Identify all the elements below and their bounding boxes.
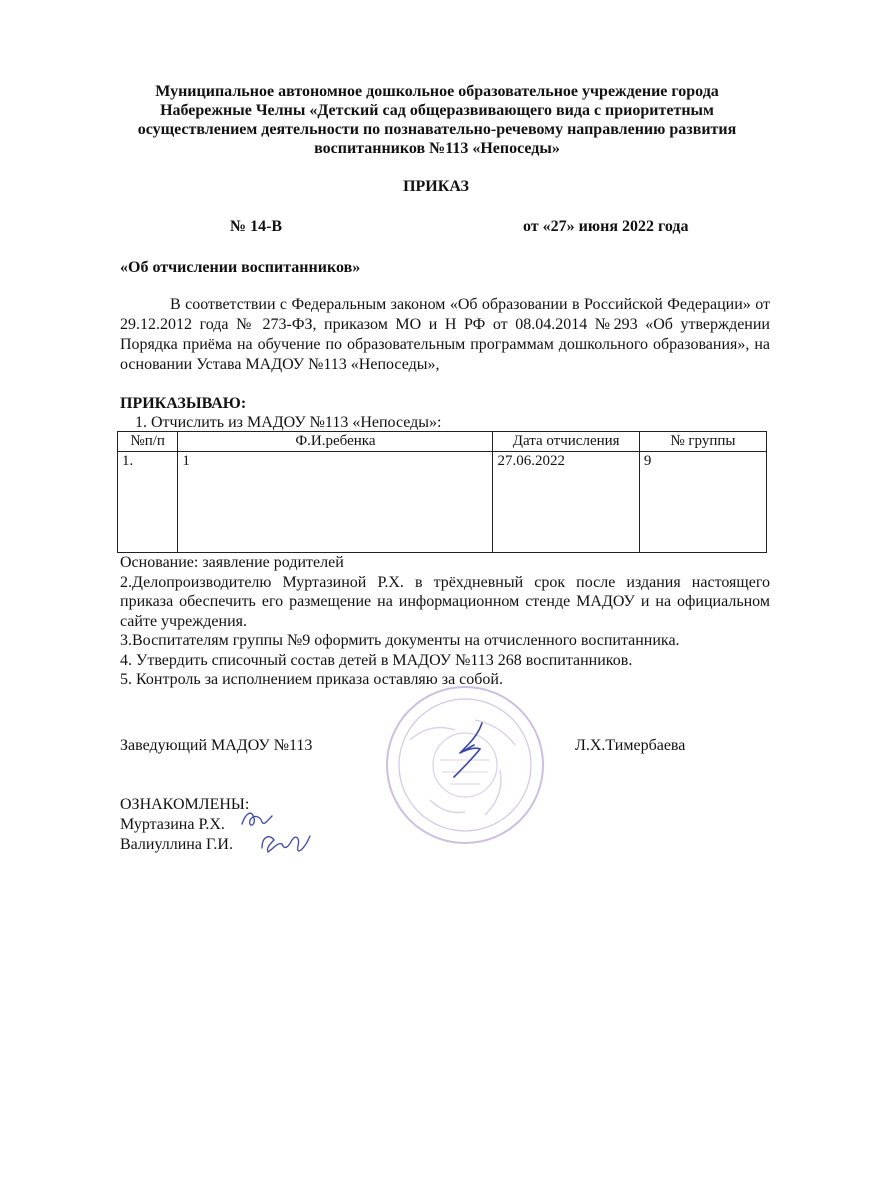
acknowledgement-title: ОЗНАКОМЛЕНЫ: xyxy=(120,796,250,813)
cell-group: 9 xyxy=(639,452,766,553)
acknowledged-person: Муртазина Р.Х. xyxy=(120,816,225,833)
acknowledged-person: Валиуллина Г.И. xyxy=(120,836,233,853)
signatory-role: Заведующий МАДОУ №113 xyxy=(120,737,313,754)
basis-line: Основание: заявление родителей xyxy=(120,554,344,571)
order-date: от «27» июня 2022 года xyxy=(523,218,689,235)
document-title: ПРИКАЗ xyxy=(403,178,469,195)
order-subject: «Об отчислении воспитанников» xyxy=(120,259,361,276)
order-item-2: 2.Делопроизводителю Муртазиной Р.Х. в трёхдневный срок после издания настоящего приказа обеспечить его размещение на информационном стенде МАДОУ и на официальном сайте учреждения. xyxy=(120,573,770,630)
column-header-date: Дата отчисления xyxy=(493,432,639,452)
cell-date: 27.06.2022 xyxy=(493,452,639,553)
column-header-child-name: Ф.И.ребенка xyxy=(178,432,493,452)
initials-signature xyxy=(256,826,316,862)
head-signature xyxy=(430,715,510,785)
column-header-group: № группы xyxy=(639,432,766,452)
cell-child-name: 1 xyxy=(178,452,493,553)
expelled-children-table xyxy=(117,431,767,553)
order-item-4: 4. Утвердить списочный состав детей в МАДОУ №113 268 воспитанников. xyxy=(120,651,633,669)
order-number: № 14-В xyxy=(230,218,283,235)
acknowledgement-block xyxy=(120,795,249,855)
order-item-1: 1. Отчислить из МАДОУ №113 «Непоседы»: xyxy=(135,414,442,431)
table-header-row xyxy=(118,432,767,452)
order-item-3: 3.Воспитателям группы №9 оформить документы на отчисленного воспитанника. xyxy=(120,632,680,649)
order-body xyxy=(120,553,770,690)
preamble-text: В соответствии с Федеральным законом «Об образовании в Российской Федерации» от 29.12.2012 года № 273-ФЗ, приказом МО и Н РФ от 08.04.2014 №293 «Об утверждении Порядка приёма на обучение по образовательным программам дошкольного образования», на основании Устава МАДОУ №113 «Непоседы», xyxy=(120,296,770,373)
column-header-number: №п/п xyxy=(118,432,178,452)
table-row xyxy=(118,452,767,553)
order-item-5: 5. Контроль за исполнением приказа оставляю за собой. xyxy=(120,671,503,688)
order-keyword: ПРИКАЗЫВАЮ: xyxy=(120,395,247,412)
signatory-name: Л.Х.Тимербаева xyxy=(575,737,686,754)
institution-header: Муниципальное автономное дошкольное образовательное учреждение города Набережные Челны «Детский сад общеразвивающего вида с приоритетным осуществлением деятельности по познавательно-речевому направлению развития воспитанников №113 «Непоседы» xyxy=(137,83,737,157)
cell-number: 1. xyxy=(118,452,178,553)
